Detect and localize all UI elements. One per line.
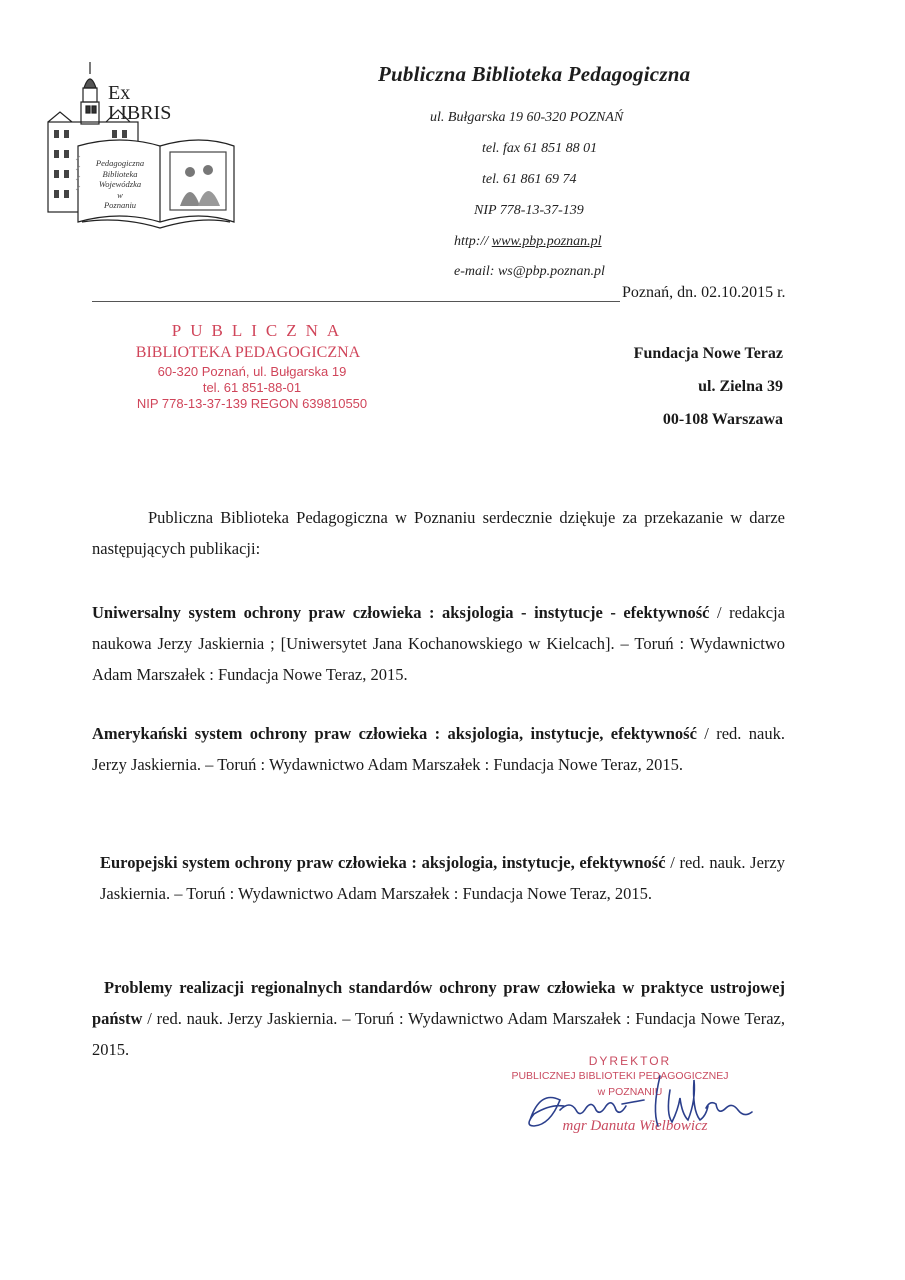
logo-libris: LIBRIS: [108, 102, 172, 124]
intro-paragraph: Publiczna Biblioteka Pedagogiczna w Poznaniu serdecznie dziękuje za przekazanie w darze następujących publikacji:: [92, 508, 785, 558]
logo-ex: Ex: [108, 82, 131, 104]
letterhead-email: [454, 264, 605, 280]
publication-title: Problemy realizacji regionalnych standardów ochrony praw człowieka w praktyce ustrojowej państw: [92, 978, 785, 1028]
logo-book-line: Pedagogiczna: [95, 158, 145, 168]
logo-book-line: w: [117, 189, 123, 200]
letterhead-nip: NIP 778-13-37-139: [474, 203, 584, 218]
publication-title: Europejski system ochrony praw człowieka : aksjologia, instytucje, efektywność: [100, 853, 666, 872]
recipient-city: 00-108 Warszawa: [662, 411, 783, 428]
website-link[interactable]: www.pbp.poznan.pl: [491, 234, 602, 249]
recipient-street: ul. Zielna 39: [698, 378, 783, 395]
stamp-address: 60-320 Poznań, ul. Bułgarska 19: [157, 364, 347, 379]
publication-title: Amerykański system ochrony praw człowieka : aksjologia, instytucje, efektywność: [92, 724, 697, 743]
signature-stamp-title: DYREKTOR: [588, 1054, 672, 1068]
signatory-name: mgr Danuta Wielbowicz: [562, 1118, 708, 1134]
letterhead-title: Publiczna Biblioteka Pedagogiczna: [378, 62, 691, 86]
publication-details: / red. nauk. Jerzy Jaskiernia. – Toruń : Wydawnictwo Adam Marszałek : Fundacja Nowe Teraz, 2015.: [92, 724, 785, 774]
email-link[interactable]: ws@pbp.poznan.pl: [497, 264, 605, 279]
publication-entry: [92, 718, 785, 780]
publication-details: / red. nauk. Jerzy Jaskiernia. – Toruń : Wydawnictwo Adam Marszałek : Fundacja Nowe Teraz, 2015.: [100, 853, 785, 903]
website-prefix: http://: [454, 234, 489, 249]
letterhead-address: ul. Bułgarska 19 60-320 POZNAŃ: [430, 110, 624, 125]
letterhead-tel: tel. 61 861 69 74: [482, 172, 577, 187]
recipient-name: Fundacja Nowe Teraz: [633, 345, 783, 362]
stamp-title: PUBLICZNA: [171, 321, 349, 340]
publication-details: / redakcja naukowa Jerzy Jaskiernia ; [Uniwersytet Jana Kochanowskiego w Kielcach]. – Toruń : Wydawnictwo Adam Marszałek : Fundacja Nowe Teraz, 2015.: [92, 603, 785, 684]
logo-book-line: Biblioteka: [102, 168, 138, 179]
publication-title: Uniwersalny system ochrony praw człowieka : aksjologia - instytucje - efektywność: [92, 603, 710, 622]
letterhead-fax: tel. fax 61 851 88 01: [482, 141, 598, 156]
stamp-subtitle: BIBLIOTEKA PEDAGOGICZNA: [135, 344, 361, 361]
logo-book-line: Poznaniu: [103, 200, 137, 210]
publication-entry: [92, 597, 785, 690]
letter-date: Poznań, dn. 02.10.2015 r.: [622, 284, 786, 301]
letterhead-website: [454, 234, 602, 250]
publication-entry: [92, 972, 785, 1065]
logo-book-line: Wojewódzka: [98, 179, 142, 189]
stamp-nip-regon: NIP 778-13-37-139 REGON 639810550: [136, 396, 368, 411]
publication-entry: [100, 847, 785, 909]
stamp-tel: tel. 61 851-88-01: [202, 380, 302, 395]
header-divider: [92, 301, 620, 302]
signature-stamp-line: PUBLICZNEJ BIBLIOTEKI PEDAGOGICZNEJ: [511, 1070, 729, 1082]
signature-stamp-line: w POZNANIU: [597, 1086, 663, 1098]
email-label: e-mail:: [454, 264, 495, 279]
handwritten-signature: [520, 1070, 760, 1140]
publication-details: / red. nauk. Jerzy Jaskiernia. – Toruń : Wydawnictwo Adam Marszałek : Fundacja Nowe Teraz, 2015.: [92, 1009, 785, 1059]
logo-book-text: [82, 158, 158, 211]
